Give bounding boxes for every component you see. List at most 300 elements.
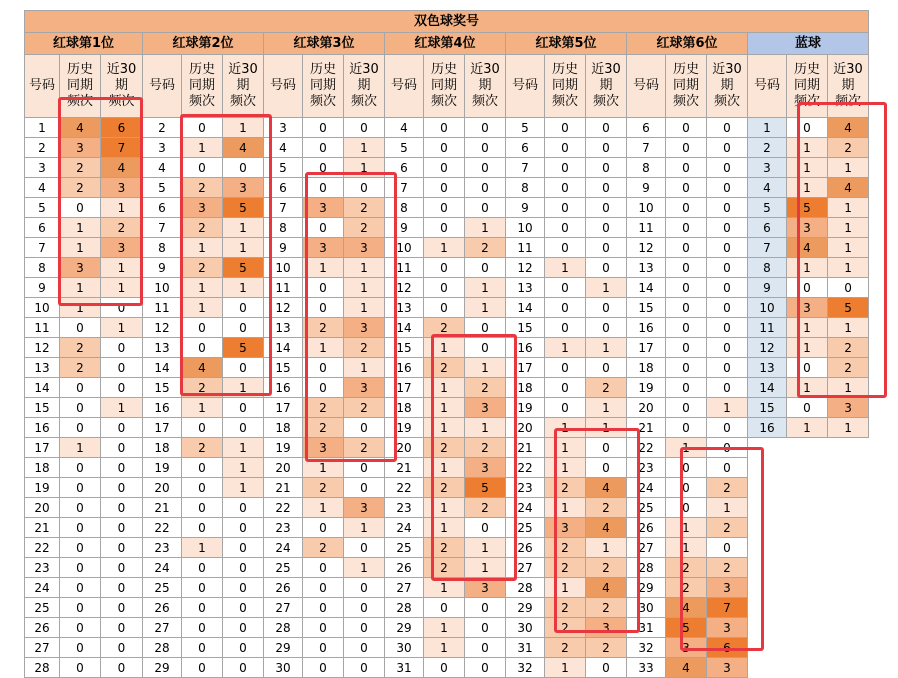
header-line: 频次: [309, 94, 336, 110]
history-frequency: 0: [666, 458, 707, 478]
history-frequency: 2: [424, 538, 465, 558]
recent-frequency: 0: [101, 418, 143, 438]
recent-frequency: 0: [101, 378, 143, 398]
ball-number: 12: [143, 318, 182, 338]
ball-number: 23: [264, 518, 303, 538]
history-frequency: 0: [545, 158, 586, 178]
history-frequency: 0: [424, 198, 465, 218]
recent-frequency: 1: [344, 158, 385, 178]
history-frequency-header: [60, 55, 101, 118]
recent-frequency: 0: [707, 278, 748, 298]
recent-frequency: 0: [465, 658, 506, 678]
group-header: 红球第5位: [506, 33, 627, 55]
group-header: 红球第1位: [25, 33, 143, 55]
ball-number: 2: [143, 118, 182, 138]
ball-number: 31: [627, 618, 666, 638]
history-frequency: 1: [787, 258, 828, 278]
ball-number: 9: [506, 198, 545, 218]
table-row: [25, 478, 869, 498]
ball-number: 15: [506, 318, 545, 338]
ball-number: 27: [25, 638, 60, 658]
history-frequency: 2: [545, 538, 586, 558]
recent-frequency: 0: [344, 578, 385, 598]
recent-frequency: 2: [828, 358, 869, 378]
recent-frequency: 4: [586, 478, 627, 498]
recent-frequency: 0: [223, 538, 264, 558]
ball-number: 15: [748, 398, 787, 418]
recent-frequency: 3: [828, 398, 869, 418]
empty-cell: [787, 578, 828, 598]
header-line: 频次: [672, 94, 699, 110]
ball-number: 11: [506, 238, 545, 258]
ball-number: 26: [264, 578, 303, 598]
history-frequency-header: [787, 55, 828, 118]
ball-number: 29: [506, 598, 545, 618]
recent-frequency: 3: [223, 178, 264, 198]
recent-frequency: 3: [344, 318, 385, 338]
history-frequency: 0: [60, 478, 101, 498]
ball-number: 10: [627, 198, 666, 218]
history-frequency: 0: [182, 498, 223, 518]
history-frequency: 2: [424, 358, 465, 378]
history-frequency: 1: [424, 378, 465, 398]
history-frequency: 0: [666, 158, 707, 178]
recent-frequency: 0: [465, 198, 506, 218]
recent-frequency-header: [586, 55, 627, 118]
ball-number: 13: [143, 338, 182, 358]
history-frequency: 0: [545, 238, 586, 258]
history-frequency: 2: [182, 378, 223, 398]
recent-frequency: 3: [586, 618, 627, 638]
history-frequency: 0: [182, 478, 223, 498]
recent-frequency: 0: [101, 638, 143, 658]
history-frequency: 4: [787, 238, 828, 258]
ball-number: 16: [385, 358, 424, 378]
recent-frequency: 4: [223, 138, 264, 158]
ball-number: 13: [506, 278, 545, 298]
history-frequency-header: [545, 55, 586, 118]
ball-number: 18: [385, 398, 424, 418]
history-frequency: 1: [303, 498, 344, 518]
ball-number: 6: [264, 178, 303, 198]
history-frequency: 4: [60, 118, 101, 138]
header-line: 历史: [551, 61, 578, 77]
header-line: 期: [478, 77, 492, 93]
history-frequency: 1: [545, 578, 586, 598]
recent-frequency: 1: [828, 198, 869, 218]
recent-frequency: 0: [465, 598, 506, 618]
history-frequency: 0: [545, 298, 586, 318]
recent-frequency: 0: [465, 338, 506, 358]
ball-number: 24: [627, 478, 666, 498]
ball-number: 18: [506, 378, 545, 398]
recent-frequency: 0: [344, 418, 385, 438]
history-frequency: 1: [424, 618, 465, 638]
ball-number: 9: [25, 278, 60, 298]
recent-frequency: 0: [707, 158, 748, 178]
header-line: 近30: [349, 61, 379, 77]
ball-number: 6: [143, 198, 182, 218]
recent-frequency: 1: [223, 218, 264, 238]
empty-cell: [748, 478, 787, 498]
recent-frequency: 1: [828, 418, 869, 438]
recent-frequency: 4: [586, 578, 627, 598]
table-row: [25, 218, 869, 238]
history-frequency: 2: [545, 618, 586, 638]
ball-number: 22: [627, 438, 666, 458]
recent-frequency: 1: [223, 438, 264, 458]
group-header: 红球第3位: [264, 33, 385, 55]
recent-frequency: 3: [465, 398, 506, 418]
history-frequency: 0: [182, 658, 223, 678]
history-frequency: 0: [303, 118, 344, 138]
ball-number: 19: [143, 458, 182, 478]
ball-number: 4: [143, 158, 182, 178]
header-line: 近30: [833, 61, 863, 77]
header-line: 近30: [470, 61, 500, 77]
history-frequency: 2: [60, 358, 101, 378]
history-frequency: 0: [545, 398, 586, 418]
history-frequency: 0: [182, 118, 223, 138]
history-frequency: 1: [787, 138, 828, 158]
recent-frequency: 0: [586, 358, 627, 378]
ball-number: 6: [506, 138, 545, 158]
recent-frequency: 2: [465, 498, 506, 518]
recent-frequency: 2: [344, 198, 385, 218]
recent-frequency: 2: [344, 398, 385, 418]
ball-number: 14: [627, 278, 666, 298]
ball-number: 5: [143, 178, 182, 198]
history-frequency: 1: [424, 418, 465, 438]
history-frequency: 3: [303, 438, 344, 458]
ball-number: 24: [25, 578, 60, 598]
history-frequency: 1: [60, 438, 101, 458]
ball-number: 10: [385, 238, 424, 258]
recent-frequency: 0: [707, 378, 748, 398]
recent-frequency: 0: [707, 318, 748, 338]
history-frequency: 3: [545, 518, 586, 538]
ball-number: 26: [506, 538, 545, 558]
history-frequency: 1: [182, 278, 223, 298]
recent-frequency: 5: [223, 198, 264, 218]
history-frequency: 1: [182, 138, 223, 158]
recent-frequency: 0: [707, 458, 748, 478]
ball-number: 13: [264, 318, 303, 338]
recent-frequency: 0: [465, 618, 506, 638]
ball-number: 17: [25, 438, 60, 458]
recent-frequency: 4: [586, 518, 627, 538]
number-header: 号码: [143, 55, 182, 118]
header-line: 历史: [672, 61, 699, 77]
empty-cell: [787, 618, 828, 638]
empty-cell: [828, 478, 869, 498]
ball-number: 16: [25, 418, 60, 438]
ball-number: 20: [385, 438, 424, 458]
ball-number: 17: [506, 358, 545, 378]
ball-number: 18: [627, 358, 666, 378]
recent-frequency: 1: [344, 358, 385, 378]
history-frequency: 0: [545, 318, 586, 338]
history-frequency: 2: [182, 438, 223, 458]
recent-frequency: 1: [223, 238, 264, 258]
header-line: 频次: [188, 94, 215, 110]
history-frequency: 1: [182, 398, 223, 418]
recent-frequency: 0: [586, 658, 627, 678]
recent-frequency: 0: [223, 158, 264, 178]
ball-number: 14: [748, 378, 787, 398]
table-row: [25, 318, 869, 338]
empty-cell: [828, 578, 869, 598]
recent-frequency: 0: [344, 478, 385, 498]
ball-number: 30: [627, 598, 666, 618]
history-frequency-header: [666, 55, 707, 118]
recent-frequency: 1: [223, 378, 264, 398]
recent-frequency: 0: [586, 438, 627, 458]
ball-number: 8: [143, 238, 182, 258]
recent-frequency: 2: [586, 378, 627, 398]
group-header: 红球第6位: [627, 33, 748, 55]
ball-number: 11: [627, 218, 666, 238]
history-frequency: 4: [666, 658, 707, 678]
history-frequency: 1: [666, 518, 707, 538]
recent-frequency: 3: [344, 378, 385, 398]
ball-number: 13: [748, 358, 787, 378]
recent-frequency: 5: [465, 478, 506, 498]
empty-cell: [748, 578, 787, 598]
history-frequency: 2: [424, 558, 465, 578]
history-frequency: 1: [182, 238, 223, 258]
empty-cell: [748, 598, 787, 618]
history-frequency: 1: [787, 338, 828, 358]
ball-number: 29: [264, 638, 303, 658]
ball-number: 8: [506, 178, 545, 198]
recent-frequency: 1: [465, 218, 506, 238]
history-frequency: 1: [60, 218, 101, 238]
header-line: 频次: [551, 94, 578, 110]
ball-number: 27: [385, 578, 424, 598]
recent-frequency: 0: [223, 298, 264, 318]
table-row: [25, 418, 869, 438]
history-frequency: 1: [424, 498, 465, 518]
recent-frequency: 5: [223, 258, 264, 278]
ball-number: 9: [385, 218, 424, 238]
history-frequency: 0: [60, 598, 101, 618]
ball-number: 4: [385, 118, 424, 138]
history-frequency: 2: [182, 218, 223, 238]
recent-frequency: 0: [344, 638, 385, 658]
recent-frequency: 0: [101, 538, 143, 558]
recent-frequency: 1: [586, 418, 627, 438]
number-header: 号码: [627, 55, 666, 118]
history-frequency: 1: [787, 418, 828, 438]
ball-number: 28: [25, 658, 60, 678]
ball-number: 10: [25, 298, 60, 318]
recent-frequency: 0: [586, 138, 627, 158]
ball-number: 27: [506, 558, 545, 578]
recent-frequency: 0: [223, 578, 264, 598]
ball-number: 21: [143, 498, 182, 518]
empty-cell: [748, 618, 787, 638]
history-frequency: 3: [60, 258, 101, 278]
recent-frequency: 1: [344, 518, 385, 538]
recent-frequency: 0: [586, 118, 627, 138]
recent-frequency: 0: [101, 558, 143, 578]
recent-frequency: 1: [586, 338, 627, 358]
empty-cell: [787, 478, 828, 498]
recent-frequency: 2: [344, 338, 385, 358]
history-frequency: 0: [787, 358, 828, 378]
recent-frequency: 1: [828, 158, 869, 178]
ball-number: 27: [143, 618, 182, 638]
recent-frequency: 3: [465, 578, 506, 598]
table-title: 双色球奖号: [25, 11, 869, 33]
header-line: 期: [599, 77, 613, 93]
history-frequency: 0: [424, 138, 465, 158]
ball-number: 6: [385, 158, 424, 178]
ball-number: 11: [143, 298, 182, 318]
ball-number: 23: [143, 538, 182, 558]
recent-frequency: 0: [465, 138, 506, 158]
empty-cell: [748, 518, 787, 538]
ball-number: 26: [385, 558, 424, 578]
recent-frequency: 1: [223, 278, 264, 298]
header-line: 同期: [66, 77, 93, 93]
history-frequency: 2: [303, 418, 344, 438]
history-frequency: 0: [666, 198, 707, 218]
history-frequency: 0: [545, 118, 586, 138]
recent-frequency: 0: [707, 138, 748, 158]
recent-frequency: 7: [101, 138, 143, 158]
ball-number: 4: [25, 178, 60, 198]
ball-number: 15: [25, 398, 60, 418]
history-frequency: 0: [424, 278, 465, 298]
ball-number: 9: [627, 178, 666, 198]
empty-cell: [748, 558, 787, 578]
recent-frequency: 2: [465, 238, 506, 258]
history-frequency: 1: [787, 178, 828, 198]
recent-frequency: 1: [344, 258, 385, 278]
history-frequency: 0: [182, 518, 223, 538]
recent-frequency: 1: [586, 398, 627, 418]
ball-number: 5: [748, 198, 787, 218]
ball-number: 3: [264, 118, 303, 138]
history-frequency: 1: [60, 278, 101, 298]
recent-frequency: 0: [586, 298, 627, 318]
recent-frequency: 1: [465, 418, 506, 438]
recent-frequency: 1: [465, 278, 506, 298]
empty-cell: [787, 558, 828, 578]
recent-frequency: 1: [101, 318, 143, 338]
history-frequency: 0: [182, 578, 223, 598]
history-frequency: 0: [182, 598, 223, 618]
recent-frequency: 0: [586, 218, 627, 238]
ball-number: 21: [506, 438, 545, 458]
header-line: 同期: [793, 77, 820, 93]
history-frequency: 1: [60, 238, 101, 258]
recent-frequency: 1: [828, 318, 869, 338]
recent-frequency: 0: [344, 178, 385, 198]
recent-frequency: 1: [101, 258, 143, 278]
recent-frequency: 0: [101, 618, 143, 638]
history-frequency: 0: [545, 378, 586, 398]
history-frequency: 0: [303, 658, 344, 678]
recent-frequency: 0: [707, 238, 748, 258]
ball-number: 27: [264, 598, 303, 618]
ball-number: 12: [627, 238, 666, 258]
ball-number: 19: [264, 438, 303, 458]
ball-number: 5: [25, 198, 60, 218]
ball-number: 8: [264, 218, 303, 238]
recent-frequency: 2: [344, 438, 385, 458]
history-frequency: 0: [303, 138, 344, 158]
ball-number: 3: [143, 138, 182, 158]
header-line: 频次: [835, 94, 862, 110]
empty-cell: [748, 658, 787, 678]
table-row: [25, 338, 869, 358]
history-frequency: 2: [545, 478, 586, 498]
header-line: 历史: [309, 61, 336, 77]
number-header: 号码: [25, 55, 60, 118]
recent-frequency: 0: [707, 298, 748, 318]
history-frequency: 0: [666, 418, 707, 438]
history-frequency: 0: [303, 178, 344, 198]
history-frequency: 0: [666, 138, 707, 158]
history-frequency: 1: [424, 638, 465, 658]
recent-frequency: 0: [101, 498, 143, 518]
empty-cell: [787, 498, 828, 518]
ball-number: 28: [506, 578, 545, 598]
history-frequency: 0: [424, 178, 465, 198]
ball-number: 19: [627, 378, 666, 398]
ball-number: 10: [748, 298, 787, 318]
table-row: [25, 518, 869, 538]
table-row: [25, 618, 869, 638]
history-frequency: 2: [303, 538, 344, 558]
recent-frequency-header: [101, 55, 143, 118]
history-frequency: 0: [182, 158, 223, 178]
ball-number: 23: [627, 458, 666, 478]
recent-frequency: 1: [101, 278, 143, 298]
table-row: [25, 498, 869, 518]
recent-frequency: 1: [465, 298, 506, 318]
recent-frequency: 0: [223, 598, 264, 618]
history-frequency: 3: [666, 638, 707, 658]
history-frequency: 1: [545, 438, 586, 458]
recent-frequency: 0: [101, 658, 143, 678]
table-row: [25, 278, 869, 298]
history-frequency: 0: [303, 638, 344, 658]
ball-number: 32: [627, 638, 666, 658]
history-frequency-header: [182, 55, 223, 118]
group-header: 红球第2位: [143, 33, 264, 55]
recent-frequency: 1: [828, 218, 869, 238]
history-frequency: 3: [60, 138, 101, 158]
history-frequency: 0: [303, 558, 344, 578]
history-frequency: 4: [182, 358, 223, 378]
header-line: 频次: [713, 94, 740, 110]
header-line: 频次: [471, 94, 498, 110]
ball-number: 23: [506, 478, 545, 498]
ball-number: 15: [385, 338, 424, 358]
empty-cell: [787, 658, 828, 678]
recent-frequency: 1: [223, 458, 264, 478]
ball-number: 29: [143, 658, 182, 678]
history-frequency: 0: [666, 118, 707, 138]
recent-frequency: 4: [828, 118, 869, 138]
ball-number: 8: [748, 258, 787, 278]
history-frequency: 0: [182, 638, 223, 658]
history-frequency: 0: [60, 518, 101, 538]
